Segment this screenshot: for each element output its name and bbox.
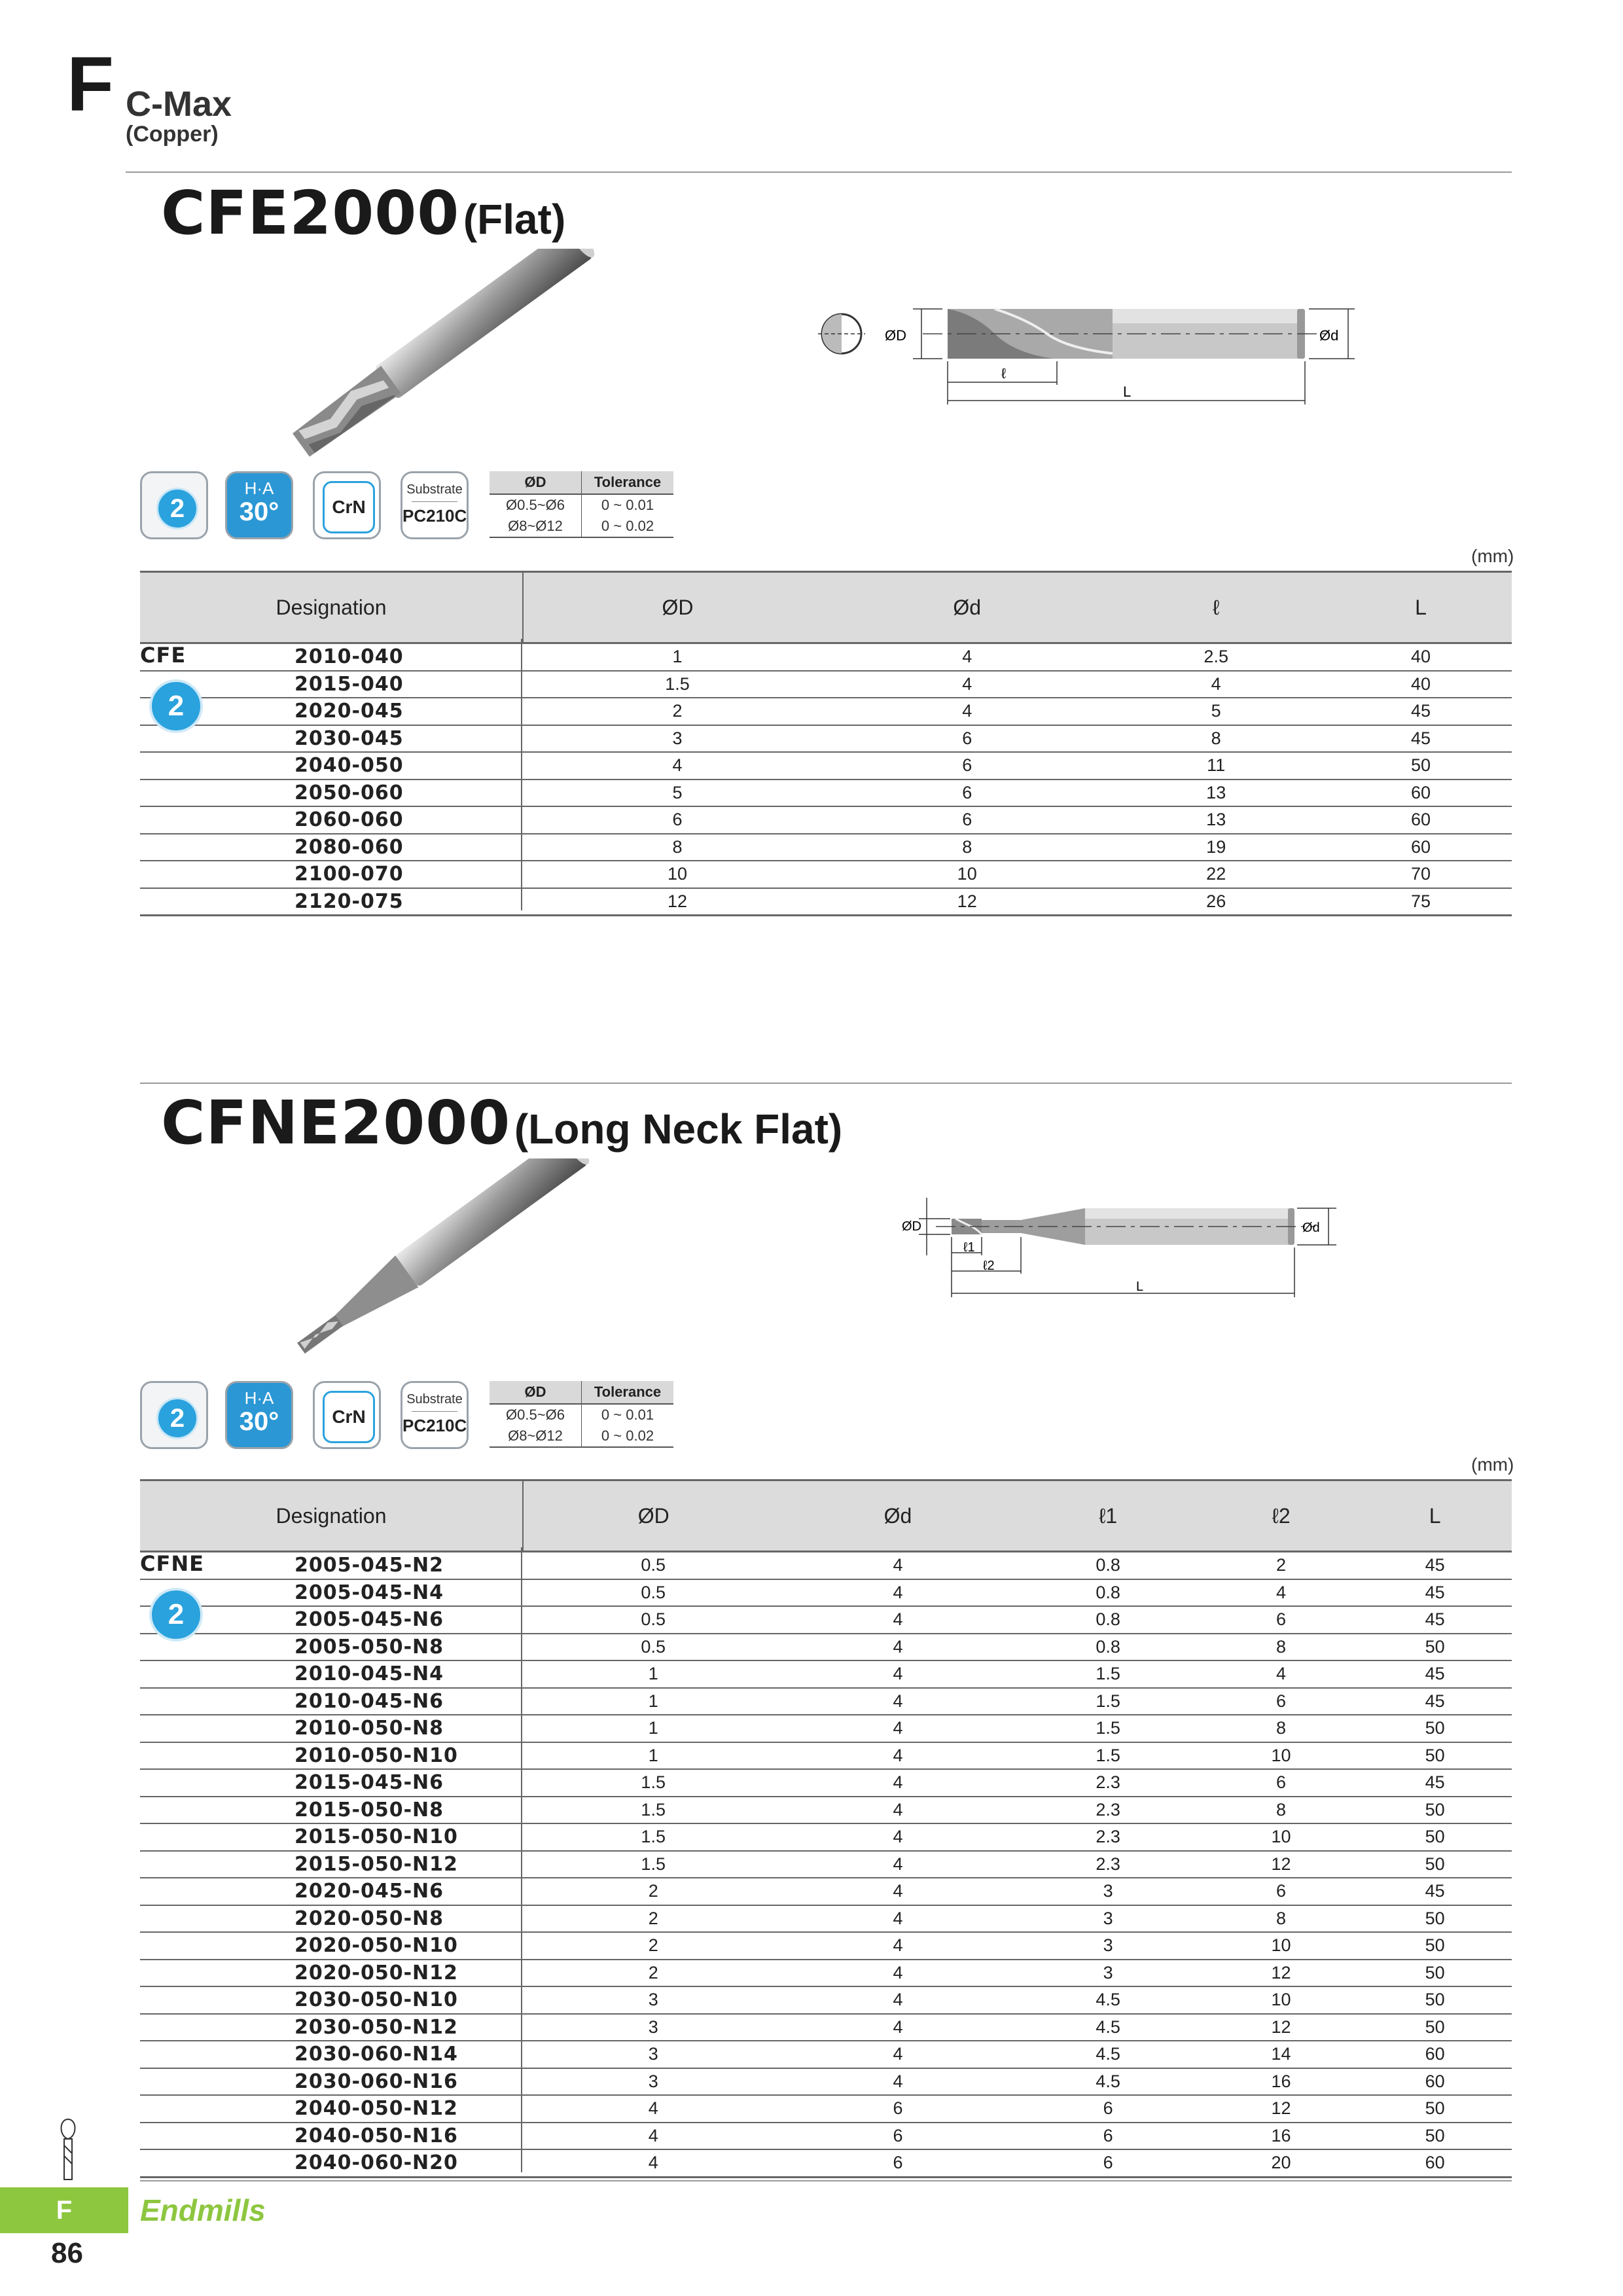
value-cell: 2 xyxy=(523,1960,783,1987)
tolerance-table: ØD Tolerance Ø0.5~Ø6 0 ~ 0.01 Ø8~Ø12 0 ~ 0.02 xyxy=(490,1381,673,1448)
section-rule xyxy=(140,1083,1512,1084)
value-cell: 12 xyxy=(1204,2014,1358,2041)
value-cell: 3 xyxy=(523,2068,783,2096)
value-cell: 4 xyxy=(783,1742,1012,1770)
designation-cell: 2040-050-N16 xyxy=(140,2123,523,2150)
value-cell: 2.3 xyxy=(1012,1797,1204,1824)
designation-cell: 2015-045-N6 xyxy=(140,1769,523,1797)
footer-rule xyxy=(140,2180,1512,2181)
value-cell: 60 xyxy=(1358,2041,1512,2068)
designation-cell: 2005-050-N8 xyxy=(140,1634,523,1661)
value-cell: 4 xyxy=(783,1986,1012,2014)
table-row xyxy=(140,1715,1512,1742)
value-cell: 10 xyxy=(1204,1823,1358,1851)
table-row xyxy=(140,752,1512,780)
table-row xyxy=(140,1552,1512,1579)
chapter-subtitle: (Copper) xyxy=(126,122,219,147)
value-cell: 4 xyxy=(783,1634,1012,1661)
value-cell: 6 xyxy=(832,806,1103,834)
value-cell: 3 xyxy=(1012,1932,1204,1960)
value-cell: 4 xyxy=(523,2095,783,2123)
table-row xyxy=(140,1769,1512,1797)
designation-cell: 2060-060 xyxy=(140,806,523,834)
designation-cell: 2005-045-N4 xyxy=(140,1579,523,1607)
value-cell: 1.5 xyxy=(1012,1742,1204,1770)
table-row xyxy=(140,725,1512,753)
value-cell: 45 xyxy=(1358,1579,1512,1607)
value-cell: 13 xyxy=(1102,780,1329,807)
coating-badge: CrN xyxy=(313,1381,381,1449)
value-cell: 3 xyxy=(523,725,832,753)
value-cell: 6 xyxy=(783,2123,1012,2150)
value-cell: 8 xyxy=(1204,1634,1358,1661)
section-title-cfne2000 xyxy=(161,1088,842,1158)
table-row xyxy=(140,806,1512,834)
value-cell: 3 xyxy=(1012,1960,1204,1987)
value-cell: 4.5 xyxy=(1012,2068,1204,2096)
value-cell: 50 xyxy=(1358,2014,1512,2041)
value-cell: 5 xyxy=(523,780,832,807)
value-cell: 8 xyxy=(832,834,1103,861)
table-row xyxy=(140,2041,1512,2068)
value-cell: 6 xyxy=(523,806,832,834)
substrate-badge: Substrate PC210C xyxy=(401,1381,469,1449)
value-cell: 2 xyxy=(523,1932,783,1960)
value-cell: 16 xyxy=(1204,2123,1358,2150)
tool-photo-cfe xyxy=(262,249,641,458)
designation-cell: 2100-070 xyxy=(140,861,523,888)
value-cell: 0.8 xyxy=(1012,1606,1204,1634)
designation-cell: 2020-050-N10 xyxy=(140,1932,523,1960)
value-cell: 60 xyxy=(1330,780,1512,807)
column-header: ℓ2 xyxy=(1204,1480,1358,1552)
value-cell: 45 xyxy=(1358,1769,1512,1797)
value-cell: 4 xyxy=(832,698,1103,725)
value-cell: 3 xyxy=(1012,1905,1204,1933)
value-cell: 8 xyxy=(1204,1797,1358,1824)
value-cell: 1 xyxy=(523,1660,783,1688)
value-cell: 50 xyxy=(1358,1905,1512,1933)
table-row xyxy=(140,1579,1512,1607)
footer-section-name: Endmills xyxy=(140,2193,266,2227)
value-cell: 2 xyxy=(523,698,832,725)
value-cell: 50 xyxy=(1330,752,1512,780)
label-L: L xyxy=(1136,1280,1144,1294)
value-cell: 12 xyxy=(832,888,1103,916)
value-cell: 4 xyxy=(783,2014,1012,2041)
value-cell: 6 xyxy=(832,725,1103,753)
unit-label: (mm) xyxy=(1471,546,1514,566)
value-cell: 6 xyxy=(1204,1878,1358,1905)
value-cell: 10 xyxy=(1204,1986,1358,2014)
series-group-label: CFNE xyxy=(140,1551,204,1576)
value-cell: 45 xyxy=(1358,1688,1512,1715)
value-cell: 4 xyxy=(783,1905,1012,1933)
value-cell: 4 xyxy=(783,1715,1012,1742)
value-cell: 6 xyxy=(1012,2095,1204,2123)
value-cell: 6 xyxy=(783,2095,1012,2123)
table-row xyxy=(140,671,1512,698)
column-header: ℓ xyxy=(1102,572,1329,643)
table-row xyxy=(140,1606,1512,1634)
value-cell: 4 xyxy=(832,643,1103,671)
value-cell: 45 xyxy=(1330,698,1512,725)
value-cell: 50 xyxy=(1358,1986,1512,2014)
value-cell: 60 xyxy=(1358,2068,1512,2096)
value-cell: 4.5 xyxy=(1012,1986,1204,2014)
value-cell: 6 xyxy=(832,752,1103,780)
column-header-designation: Designation xyxy=(140,572,523,643)
value-cell: 0.8 xyxy=(1012,1579,1204,1607)
table-row xyxy=(140,861,1512,888)
value-cell: 4 xyxy=(523,2149,783,2177)
column-header: ØD xyxy=(523,1480,783,1552)
value-cell: 1 xyxy=(523,1688,783,1715)
flute-count-icon: 2 xyxy=(149,1588,203,1641)
table-row xyxy=(140,1960,1512,1987)
value-cell: 4 xyxy=(1102,671,1329,698)
value-cell: 45 xyxy=(1358,1552,1512,1579)
table-row xyxy=(140,1797,1512,1824)
table-row xyxy=(140,2149,1512,2177)
value-cell: 45 xyxy=(1358,1606,1512,1634)
column-header: L xyxy=(1358,1480,1512,1552)
designation-cell: 2015-050-N10 xyxy=(140,1823,523,1851)
designation-cell: 2005-045-N2 xyxy=(140,1552,523,1579)
value-cell: 4 xyxy=(783,1769,1012,1797)
value-cell: 1.5 xyxy=(1012,1715,1204,1742)
designation-cell: 2015-050-N12 xyxy=(140,1851,523,1878)
value-cell: 3 xyxy=(523,1986,783,2014)
value-cell: 50 xyxy=(1358,2095,1512,2123)
table-row xyxy=(140,2014,1512,2041)
label-d: Ød xyxy=(1319,327,1339,344)
label-l1: ℓ1 xyxy=(963,1240,975,1255)
designation-cell: 2010-045-N6 xyxy=(140,1688,523,1715)
value-cell: 1.5 xyxy=(523,1769,783,1797)
value-cell: 6 xyxy=(1204,1606,1358,1634)
table-row xyxy=(140,1932,1512,1960)
value-cell: 4 xyxy=(783,1851,1012,1878)
value-cell: 50 xyxy=(1358,1634,1512,1661)
value-cell: 1 xyxy=(523,1715,783,1742)
value-cell: 26 xyxy=(1102,888,1329,916)
designation-cell: 2030-045 xyxy=(140,725,523,753)
value-cell: 19 xyxy=(1102,834,1329,861)
value-cell: 3 xyxy=(1012,1878,1204,1905)
product-suffix: (Flat) xyxy=(463,196,566,243)
value-cell: 8 xyxy=(1204,1905,1358,1933)
value-cell: 45 xyxy=(1358,1660,1512,1688)
value-cell: 45 xyxy=(1358,1878,1512,1905)
designation-cell: 2010-050-N8 xyxy=(140,1715,523,1742)
value-cell: 4 xyxy=(783,1960,1012,1987)
label-D: ØD xyxy=(885,327,906,344)
tool-photo-cfne xyxy=(281,1158,635,1355)
value-cell: 4 xyxy=(783,1878,1012,1905)
column-header-designation: Designation xyxy=(140,1480,523,1552)
value-cell: 2.3 xyxy=(1012,1823,1204,1851)
dimension-diagram-cfe xyxy=(805,288,1381,412)
table-row xyxy=(140,2095,1512,2123)
value-cell: 4 xyxy=(783,1579,1012,1607)
header-rule xyxy=(126,171,1512,173)
table-row xyxy=(140,2068,1512,2096)
column-header: Ød xyxy=(832,572,1103,643)
value-cell: 4 xyxy=(783,1688,1012,1715)
value-cell: 1.5 xyxy=(523,1797,783,1824)
column-header: L xyxy=(1330,572,1512,643)
designation-cell: 2030-060-N16 xyxy=(140,2068,523,2096)
table-row xyxy=(140,1905,1512,1933)
value-cell: 22 xyxy=(1102,861,1329,888)
value-cell: 50 xyxy=(1358,1742,1512,1770)
designation-cell: 2020-045-N6 xyxy=(140,1878,523,1905)
designation-cell: 2010-040 xyxy=(140,643,523,671)
value-cell: 1 xyxy=(523,1742,783,1770)
coating-badge: CrN xyxy=(313,471,381,539)
table-row xyxy=(140,780,1512,807)
label-L: L xyxy=(1123,384,1132,400)
value-cell: 5 xyxy=(1102,698,1329,725)
value-cell: 3 xyxy=(523,2041,783,2068)
value-cell: 1 xyxy=(523,643,832,671)
designation-cell: 2010-050-N10 xyxy=(140,1742,523,1770)
value-cell: 6 xyxy=(1204,1688,1358,1715)
value-cell: 1.5 xyxy=(523,1851,783,1878)
column-header: ℓ1 xyxy=(1012,1480,1204,1552)
table-row xyxy=(140,2123,1512,2150)
value-cell: 2.3 xyxy=(1012,1769,1204,1797)
product-name: CFNE2000 xyxy=(161,1088,511,1158)
designation-cell: 2030-060-N14 xyxy=(140,2041,523,2068)
value-cell: 1.5 xyxy=(1012,1688,1204,1715)
value-cell: 2.3 xyxy=(1012,1851,1204,1878)
helix-angle-badge: H·A 30° xyxy=(225,1381,293,1449)
designation-cell: 2120-075 xyxy=(140,888,523,916)
value-cell: 4 xyxy=(783,1660,1012,1688)
value-cell: 4 xyxy=(783,1932,1012,1960)
tolerance-table: ØD Tolerance Ø0.5~Ø6 0 ~ 0.01 Ø8~Ø12 0 ~ 0.02 xyxy=(490,471,673,538)
label-d: Ød xyxy=(1302,1221,1320,1235)
value-cell: 1.5 xyxy=(523,671,832,698)
designation-cell: 2040-060-N20 xyxy=(140,2149,523,2177)
value-cell: 1.5 xyxy=(1012,1660,1204,1688)
value-cell: 4 xyxy=(783,1606,1012,1634)
label-l: ℓ xyxy=(1001,365,1007,382)
designation-cell: 2080-060 xyxy=(140,834,523,861)
value-cell: 10 xyxy=(832,861,1103,888)
value-cell: 16 xyxy=(1204,2068,1358,2096)
value-cell: 8 xyxy=(1102,725,1329,753)
value-cell: 2 xyxy=(1204,1552,1358,1579)
substrate-badge: Substrate PC210C xyxy=(401,471,469,539)
value-cell: 2 xyxy=(523,1905,783,1933)
designation-cell: 2010-045-N4 xyxy=(140,1660,523,1688)
value-cell: 4 xyxy=(523,2123,783,2150)
value-cell: 8 xyxy=(523,834,832,861)
table-row xyxy=(140,1878,1512,1905)
spec-table-cfe xyxy=(140,571,1512,916)
value-cell: 12 xyxy=(1204,1960,1358,1987)
table-row xyxy=(140,888,1512,916)
helix-angle-badge: H·A 30° xyxy=(225,471,293,539)
table-row xyxy=(140,698,1512,725)
value-cell: 50 xyxy=(1358,1932,1512,1960)
value-cell: 12 xyxy=(1204,2095,1358,2123)
value-cell: 4 xyxy=(1204,1579,1358,1607)
value-cell: 0.5 xyxy=(523,1552,783,1579)
designation-cell: 2015-050-N8 xyxy=(140,1797,523,1824)
value-cell: 10 xyxy=(523,861,832,888)
value-cell: 10 xyxy=(1204,1932,1358,1960)
value-cell: 50 xyxy=(1358,2123,1512,2150)
value-cell: 4 xyxy=(783,2068,1012,2096)
value-cell: 40 xyxy=(1330,643,1512,671)
designation-cell: 2020-045 xyxy=(140,698,523,725)
spec-table-cfne xyxy=(140,1479,1512,2178)
designation-cell: 2030-050-N12 xyxy=(140,2014,523,2041)
value-cell: 0.5 xyxy=(523,1579,783,1607)
designation-cell: 2040-050-N12 xyxy=(140,2095,523,2123)
table-row xyxy=(140,1851,1512,1878)
value-cell: 50 xyxy=(1358,1715,1512,1742)
value-cell: 50 xyxy=(1358,1851,1512,1878)
designation-cell: 2015-040 xyxy=(140,671,523,698)
value-cell: 4 xyxy=(783,2041,1012,2068)
value-cell: 6 xyxy=(1204,1769,1358,1797)
column-divider xyxy=(521,639,522,910)
value-cell: 13 xyxy=(1102,806,1329,834)
value-cell: 6 xyxy=(1012,2123,1204,2150)
value-cell: 14 xyxy=(1204,2041,1358,2068)
endmill-icon xyxy=(55,2117,81,2182)
value-cell: 0.5 xyxy=(523,1634,783,1661)
table-row xyxy=(140,1986,1512,2014)
value-cell: 50 xyxy=(1358,1797,1512,1824)
value-cell: 8 xyxy=(1204,1715,1358,1742)
value-cell: 4 xyxy=(523,752,832,780)
value-cell: 11 xyxy=(1102,752,1329,780)
series-group-label: CFE xyxy=(140,643,187,668)
table-row xyxy=(140,834,1512,861)
value-cell: 2.5 xyxy=(1102,643,1329,671)
flute-count-badge: 2 xyxy=(140,471,208,539)
value-cell: 20 xyxy=(1204,2149,1358,2177)
value-cell: 60 xyxy=(1330,834,1512,861)
value-cell: 2 xyxy=(523,1878,783,1905)
designation-cell: 2040-050 xyxy=(140,752,523,780)
section-title-cfe2000 xyxy=(161,178,565,248)
value-cell: 4 xyxy=(832,671,1103,698)
value-cell: 10 xyxy=(1204,1742,1358,1770)
label-l2: ℓ2 xyxy=(983,1259,995,1273)
value-cell: 6 xyxy=(783,2149,1012,2177)
table-row xyxy=(140,643,1512,671)
value-cell: 4.5 xyxy=(1012,2041,1204,2068)
label-D: ØD xyxy=(902,1219,921,1234)
flute-count-badge: 2 xyxy=(140,1381,208,1449)
flute-count-icon: 2 xyxy=(149,679,203,733)
value-cell: 60 xyxy=(1330,806,1512,834)
value-cell: 12 xyxy=(1204,1851,1358,1878)
value-cell: 45 xyxy=(1330,725,1512,753)
value-cell: 75 xyxy=(1330,888,1512,916)
chapter-letter: F xyxy=(67,41,115,128)
value-cell: 0.8 xyxy=(1012,1552,1204,1579)
value-cell: 4 xyxy=(783,1797,1012,1824)
value-cell: 40 xyxy=(1330,671,1512,698)
value-cell: 60 xyxy=(1358,2149,1512,2177)
designation-cell: 2020-050-N12 xyxy=(140,1960,523,1987)
dimension-diagram-cfne xyxy=(897,1178,1381,1309)
value-cell: 50 xyxy=(1358,1960,1512,1987)
value-cell: 70 xyxy=(1330,861,1512,888)
value-cell: 6 xyxy=(1012,2149,1204,2177)
designation-cell: 2020-050-N8 xyxy=(140,1905,523,1933)
table-row xyxy=(140,1823,1512,1851)
table-row xyxy=(140,1742,1512,1770)
value-cell: 3 xyxy=(523,2014,783,2041)
value-cell: 1.5 xyxy=(523,1823,783,1851)
table-row xyxy=(140,1688,1512,1715)
value-cell: 12 xyxy=(523,888,832,916)
value-cell: 6 xyxy=(832,780,1103,807)
chapter-title: C-Max xyxy=(126,84,232,124)
column-header: Ød xyxy=(783,1480,1012,1552)
value-cell: 4 xyxy=(783,1552,1012,1579)
column-divider xyxy=(521,1547,522,2172)
table-row xyxy=(140,1634,1512,1661)
designation-cell: 2005-045-N6 xyxy=(140,1606,523,1634)
product-suffix: (Long Neck Flat) xyxy=(514,1105,843,1153)
unit-label: (mm) xyxy=(1471,1454,1514,1475)
value-cell: 4 xyxy=(783,1823,1012,1851)
footer-tab: F xyxy=(0,2187,128,2233)
designation-cell: 2030-050-N10 xyxy=(140,1986,523,2014)
value-cell: 4 xyxy=(1204,1660,1358,1688)
column-header: ØD xyxy=(523,572,832,643)
value-cell: 0.8 xyxy=(1012,1634,1204,1661)
page-number: 86 xyxy=(51,2237,83,2269)
product-name: CFE2000 xyxy=(161,178,460,248)
designation-cell: 2050-060 xyxy=(140,780,523,807)
value-cell: 4.5 xyxy=(1012,2014,1204,2041)
table-row xyxy=(140,1660,1512,1688)
value-cell: 50 xyxy=(1358,1823,1512,1851)
value-cell: 0.5 xyxy=(523,1606,783,1634)
